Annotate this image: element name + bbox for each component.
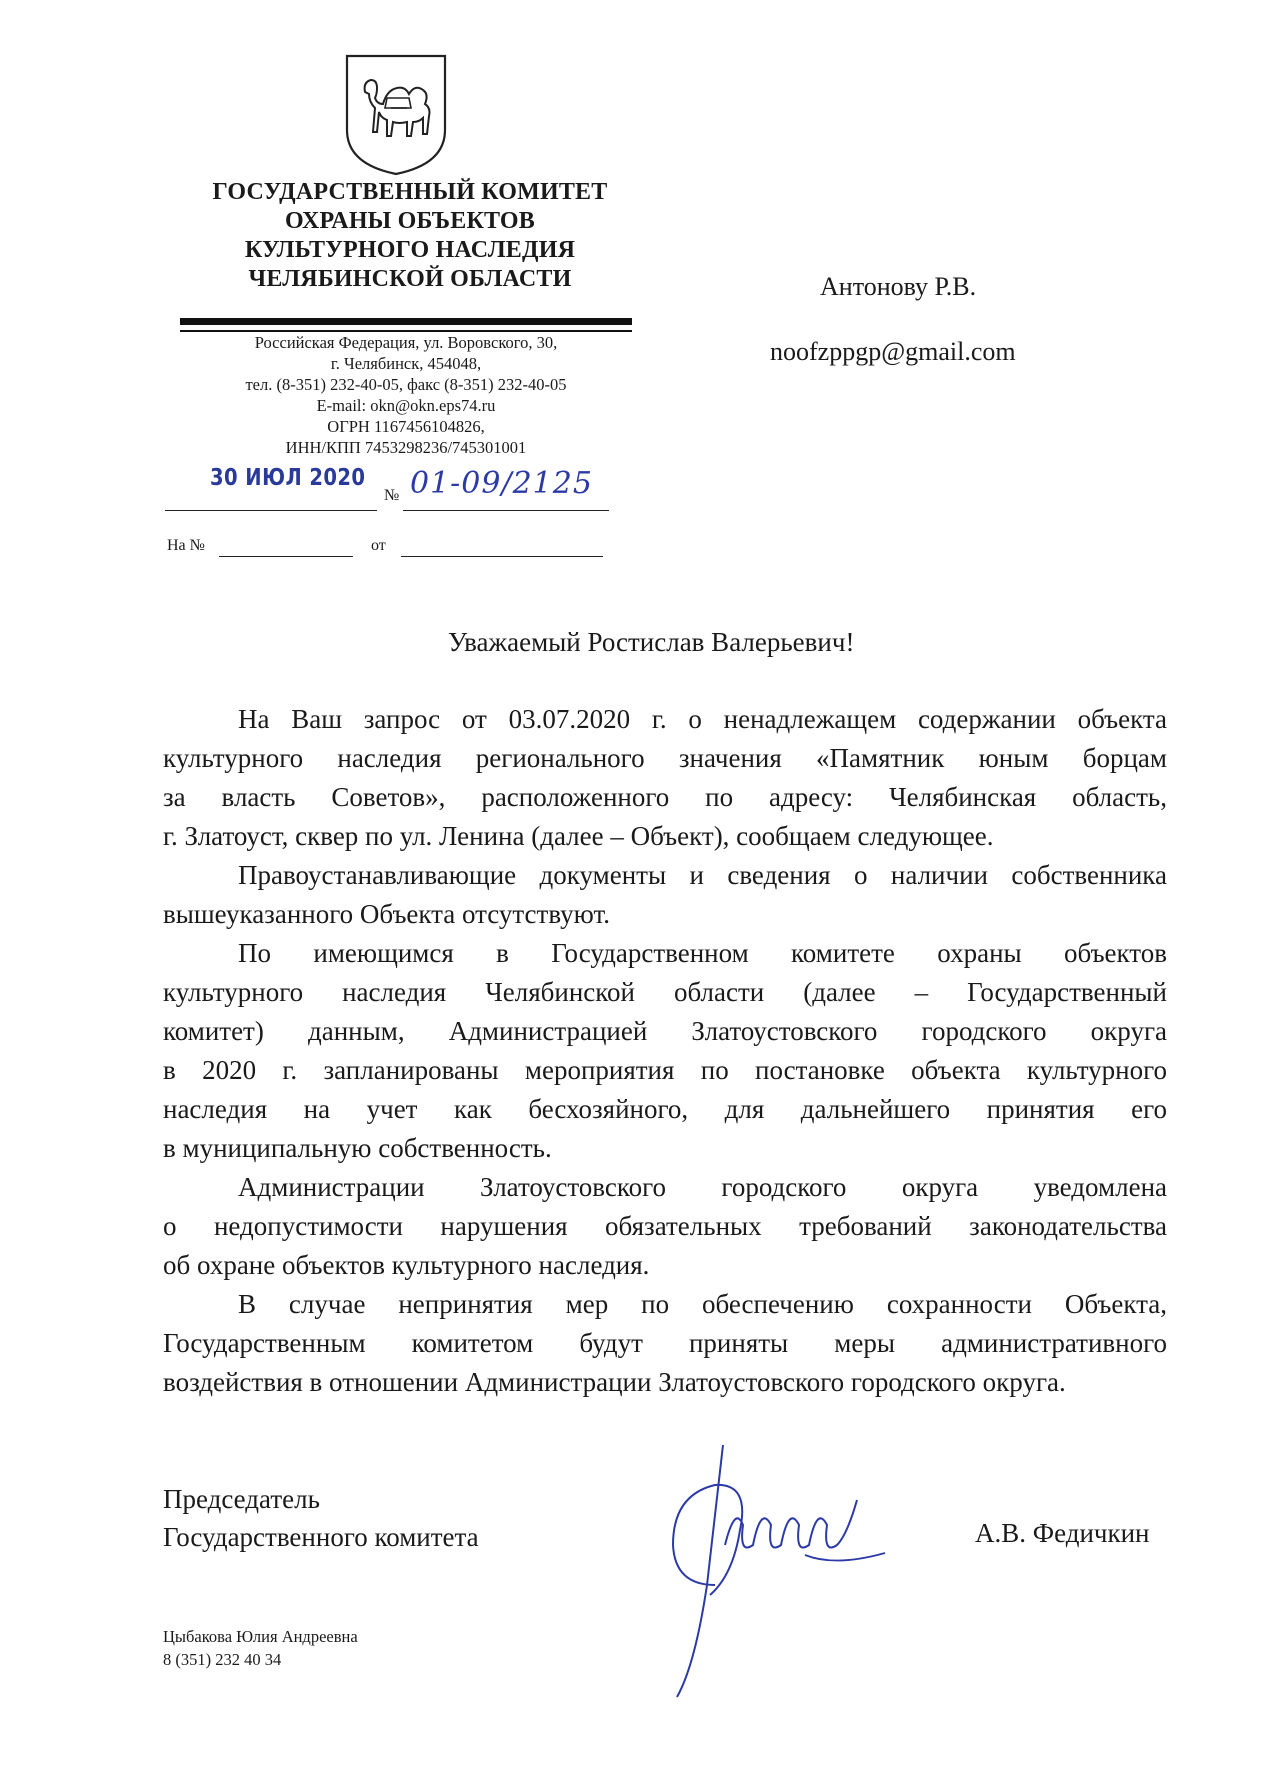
letter-body [163,700,1167,1402]
org-name-line: ОХРАНЫ ОБЪЕКТОВ [284,208,536,234]
executor-info [163,1625,358,1671]
signatory-title [163,1480,479,1556]
text-line: Государственным комитетом будут приняты меры административного [163,1328,1167,1358]
text-line: В случае непринятия мер по обеспечению сохранности Объекта, [238,1289,1167,1319]
org-name-line: ГОСУДАРСТВЕННЫЙ КОМИТЕТ [212,179,608,205]
contact-line: ИНН/КПП 7453298236/745301001 [285,438,527,457]
text-line: вышеуказанного Объекта отсутствуют. [163,899,610,929]
contact-line: E-mail: okn@okn.eps74.ru [316,396,496,415]
text-line: об охране объектов культурного наследия. [163,1250,650,1280]
organization-name [170,178,650,294]
org-name-line: ЧЕЛЯБИНСКОЙ ОБЛАСТИ [248,266,572,292]
signatory-title-line: Председатель [163,1484,320,1514]
paragraph [163,1168,1167,1285]
text-line: наследия на учет как бесхозяйного, для дальнейшего принятия его [163,1094,1167,1124]
contact-line: Российская Федерация, ул. Воровского, 30, [254,333,558,352]
paragraph [163,700,1167,856]
paragraph [163,856,1167,934]
contact-line: г. Челябинск, 454048, [330,354,482,373]
signatory-title-line: Государственного комитета [163,1522,479,1552]
number-underline [403,510,609,511]
paragraph [163,934,1167,1168]
contact-line: тел. (8-351) 232-40-05, факс (8-351) 232-40-05 [245,375,567,394]
number-label: № [384,487,400,504]
recipient-name: Антонову Р.В. [820,272,977,301]
organization-contacts [180,332,632,458]
reference-label: На № [167,537,205,554]
handwritten-number: 01-09/2125 [410,466,593,501]
contact-line: ОГРН 1167456104826, [327,417,485,436]
text-line: в 2020 г. запланированы мероприятия по постановке объекта культурного [163,1055,1167,1085]
date-stamp: 30 ИЮЛ 2020 [210,465,366,491]
text-line: г. Златоуст, сквер по ул. Ленина (далее – Объект), сообщаем следующее. [163,821,994,851]
org-name-line: КУЛЬТУРНОГО НАСЛЕДИЯ [244,237,576,263]
reference-underline [219,556,353,557]
text-line: о недопустимости нарушения обязательных требований законодательства [163,1211,1167,1241]
text-line: в муниципальную собственность. [163,1133,552,1163]
text-line: На Ваш запрос от 03.07.2020 г. о ненадлежащем содержании объекта [238,704,1167,734]
header-divider-thick [180,318,632,325]
from-label: от [371,537,386,554]
text-line: культурного наследия Челябинской области (далее – Государственный [163,977,1167,1007]
text-line: Правоустанавливающие документы и сведения о наличии собственника [238,860,1167,890]
handwritten-signature [655,1435,895,1705]
paragraph [163,1285,1167,1402]
from-underline [401,556,603,557]
executor-name: Цыбакова Юлия Андреевна [163,1627,358,1646]
date-underline [165,510,377,511]
text-line: культурного наследия регионального значения «Памятник юным борцам [163,743,1167,773]
text-line: комитет) данным, Администрацией Златоустовского городского округа [163,1016,1167,1046]
coat-of-arms-icon [343,52,449,178]
text-line: По имеющимся в Государственном комитете охраны объектов [238,938,1167,968]
text-line: Администрации Златоустовского городского округа уведомлена [238,1172,1167,1202]
letter-greeting: Уважаемый Ростислав Валерьевич! [448,627,855,657]
executor-phone: 8 (351) 232 40 34 [163,1650,282,1669]
text-line: воздействия в отношении Администрации Златоустовского городского округа. [163,1367,1066,1397]
signatory-name: А.В. Федичкин [975,1518,1150,1548]
text-line: за власть Советов», расположенного по адресу: Челябинская область, [163,782,1167,812]
recipient-email: noofzppgp@gmail.com [770,337,1016,366]
